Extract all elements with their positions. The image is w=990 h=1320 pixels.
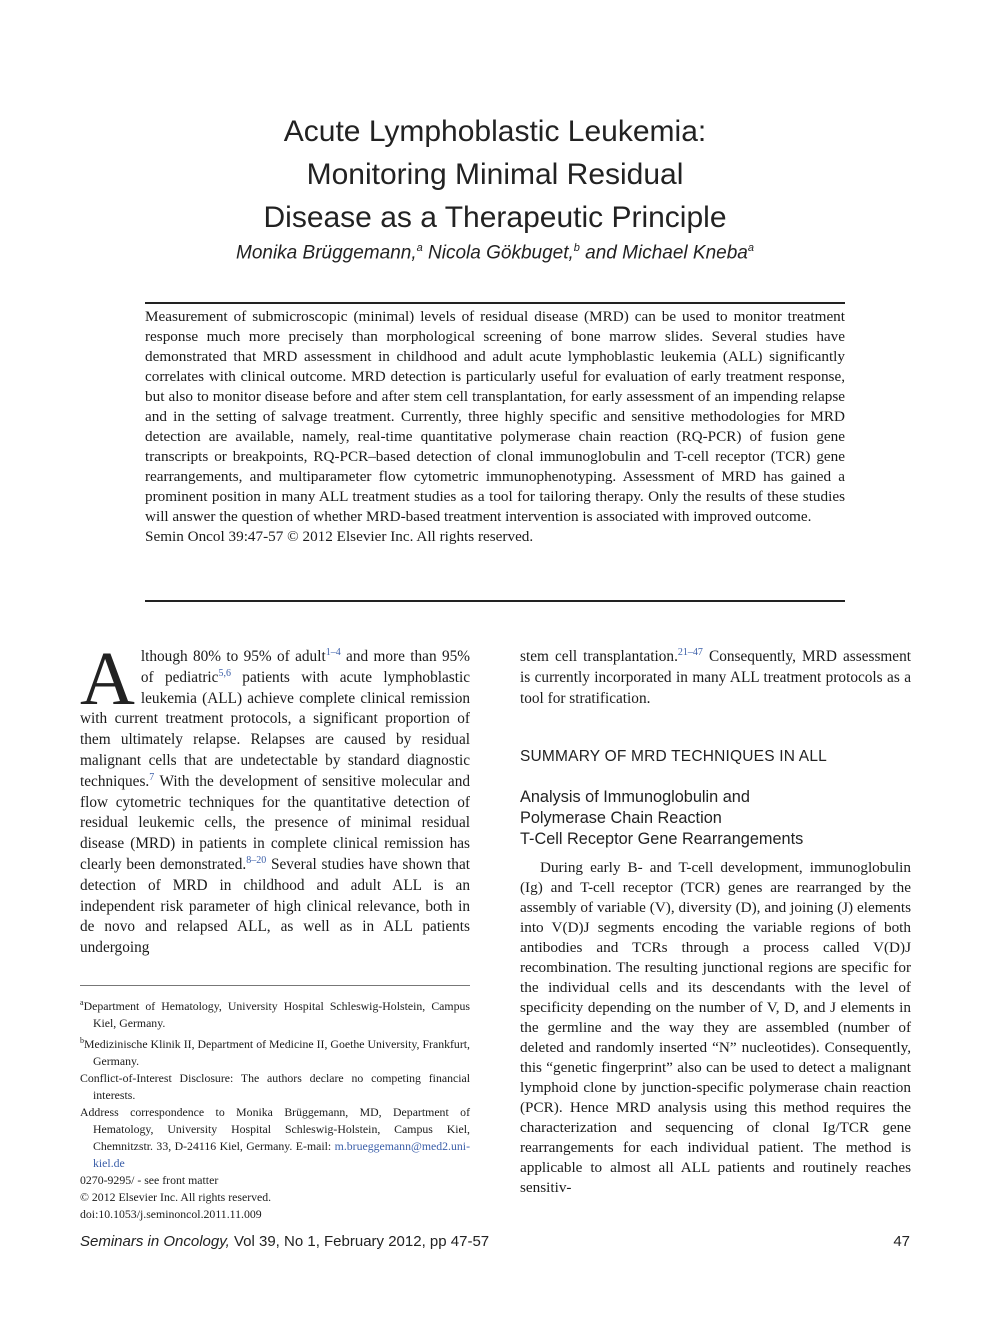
continuation-paragraph [520, 647, 911, 709]
page-number: 47 [893, 1233, 910, 1250]
intro-text: Several studies have shown that detection of MRD in childhood and adult ALL is an independent risk parameter of high clinical relevance, both in de novo and relapsed ALL, as well as in ALL patients undergoing [80, 855, 470, 957]
section-heading: SUMMARY OF MRD TECHNIQUES IN ALL [520, 748, 827, 766]
body-text: Consequently, MRD assessment is currently incorporated in many ALL treatment protocols as a tool for stratification. [520, 648, 911, 707]
subsection-heading [520, 787, 911, 850]
footnote-text: Address correspondence to Monika Brüggemann, MD, Department of Hematology, University Hospital Schleswig-Holstein, Campus Kiel, Chemnitzstr. 33, D-24116 Kiel, Germany. E-mail: [80, 1104, 470, 1153]
article-title [120, 110, 870, 239]
reference-link[interactable]: 21–47 [677, 646, 703, 658]
author-connector: and [585, 242, 617, 264]
reference-link[interactable]: 1–4 [325, 646, 341, 658]
footnote-address [80, 1104, 470, 1172]
email-link[interactable]: m.brueggemann@med2.uni-kiel.de [93, 1138, 470, 1170]
author-name: Michael Kneba [622, 242, 748, 264]
intro-text: With the development of sensitive molecular and flow cytometric techniques for the quantitative detection of residual leukemic cells, the presence of minimal residual disease (MRD) in patients in complete clinical remission has clearly been demonstrated. [80, 772, 470, 873]
body-text: stem cell transplantation. [520, 648, 678, 665]
journal-name: Seminars in Oncology, [80, 1233, 230, 1250]
footnote-copyright: © 2012 Elsevier Inc. All rights reserved. [80, 1189, 272, 1204]
left-column [80, 637, 471, 959]
subheading-line: Polymerase Chain Reaction [520, 809, 722, 828]
intro-paragraph [80, 637, 471, 959]
footnotes [80, 994, 470, 1223]
reference-link[interactable]: 8–20 [246, 854, 267, 866]
author-name: Monika Brüggemann, [236, 242, 417, 264]
footnote-rule [80, 985, 470, 986]
footnote-affiliation-a [80, 994, 470, 1032]
author-name: Nicola Gökbuget, [428, 242, 574, 264]
footnote-conflict: Conflict-of-Interest Disclosure: The authors declare no competing financial interests. [80, 1070, 470, 1102]
subheading-line: T-Cell Receptor Gene Rearrangements [520, 830, 804, 849]
author-affiliation: b [573, 242, 580, 254]
abstract-citation: Semin Oncol 39:47-57 © 2012 Elsevier Inc. All rights reserved. [145, 528, 534, 545]
abstract-bottom-rule [145, 600, 845, 602]
journal-details: Vol 39, No 1, February 2012, pp 47-57 [229, 1233, 490, 1250]
journal-footer [80, 1233, 489, 1250]
author-list [120, 242, 870, 264]
footnote-text: Department of Hematology, University Hospital Schleswig-Holstein, Campus Kiel, Germany. [83, 998, 470, 1030]
footnote-doi: doi:10.1053/j.seminoncol.2011.11.009 [80, 1206, 262, 1221]
author-affiliation: a [416, 242, 423, 254]
right-column [520, 647, 911, 1198]
abstract-text: Measurement of submicroscopic (minimal) levels of residual disease (MRD) can be used to monitor treatment response much more precisely than morphological screening of bone marrow slides. Several studies have demonstrated that MRD assessment in childhood and adult acute lymphoblastic leukemia (ALL) significantly correlates with clinical outcome. MRD detection is particularly useful for evaluation of early treatment response, but also to monitor disease before and after stem cell transplantation, for early assessment of an impending relapse and in the setting of salvage treatment. Currently, three highly specific and sensitive methodologies for MRD detection are available, namely, real-time quantitative polymerase chain reaction (RQ-PCR) of fusion gene transcripts or breakpoints, RQ-PCR–based detection of clonal immunoglobulin and T-cell receptor (TCR) gene rearrangements, and multiparameter flow cytometric immunophenotyping. Assessment of MRD has gained a prominent position in many ALL treatment studies as a tool for tailoring therapy. Only the results of these studies will answer the question of whether MRD-based treatment intervention is associated with improved outcome. [145, 308, 845, 525]
abstract [145, 307, 845, 547]
author-affiliation: a [747, 242, 754, 254]
intro-text: lthough 80% to 95% of adult [140, 648, 326, 665]
title-line-1: Acute Lymphoblastic Leukemia: [283, 115, 707, 148]
intro-text: and more than 95% of pediatric [140, 648, 470, 686]
reference-link[interactable]: 7 [149, 771, 155, 783]
abstract-top-rule [145, 302, 845, 304]
subheading-line: Analysis of Immunoglobulin and [520, 788, 750, 807]
reference-link[interactable]: 5,6 [218, 667, 231, 679]
drop-cap: A [80, 637, 135, 721]
footnote-mark: a [80, 998, 84, 1007]
footnote-text: Medizinische Klinik II, Department of Medicine II, Goethe University, Frankfurt, Germany. [84, 1036, 470, 1068]
title-line-2: Monitoring Minimal Residual [306, 158, 684, 191]
body-paragraph: During early B- and T-cell development, immunoglobulin (Ig) and T-cell receptor (TCR) genes are rearranged by the assembly of variable (V), diversity (D), and joining (J) elements into V(D)J segments encoding the variable regions of both antibodies and TCRs through a process called V(D)J recombination. The resulting junctional regions are specific for the individual cells and its descendants with the level of specificity depending on the number of V, D, and J elements in the germline and the way they are assembled (number of deleted and randomly inserted “N” nucleotides). Consequently, this “genetic fingerprint” also can be used to detect a malignant lymphoid clone by junction-specific polymerase chain reaction (PCR). Hence MRD analysis using this method requires the characterization and sequencing of clonal Ig/TCR gene rearrangements for each individual patient. The method is applicable to almost all ALL patients and routinely reaches sensitiv- [520, 859, 911, 1197]
footnote-mark: b [80, 1035, 84, 1045]
intro-text: patients with acute lymphoblastic leukemia (ALL) achieve complete clinical remission with current treatment protocols, a significant proportion of them ultimately relapse. Relapses are caused by residual malignant cells that are undetectable by standard diagnostic techniques. [80, 668, 471, 790]
title-line-3: Disease as a Therapeutic Principle [263, 201, 727, 234]
footnote-issn: 0270-9295/ - see front matter [80, 1172, 219, 1187]
footnote-affiliation-b [80, 1032, 470, 1070]
